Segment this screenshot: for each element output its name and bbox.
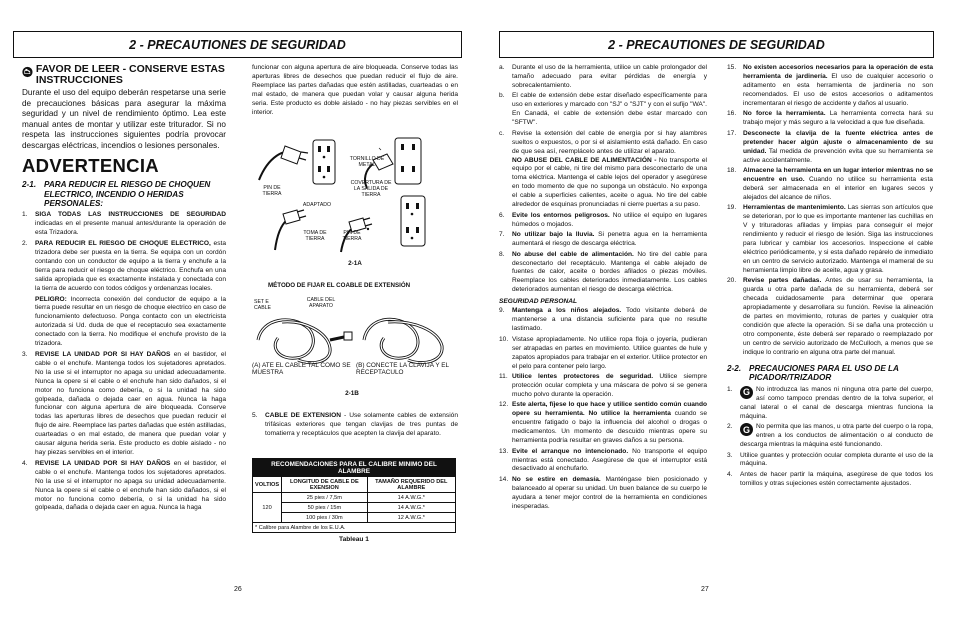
section-header: 2 - PRECAUTIONES DE SEGURIDAD (499, 31, 934, 58)
left-column-1 (22, 64, 226, 515)
list-item: 1. G No introduzca las manos ni ninguna otra parte del cuerpo, así como tampoco prendas dentro de la tolva superior, el canal lateral o el canal de descarga mientras funciona la máquina. (727, 385, 933, 420)
page-27 (479, 0, 954, 618)
label-toma-tierra: TOMA DE TIERRA (303, 230, 327, 242)
item-5-block (252, 412, 458, 440)
read-manual-icon (22, 64, 33, 80)
wire-gauge-table-wrap (252, 458, 456, 543)
figure-2-1a (255, 130, 455, 270)
page-26 (0, 0, 475, 618)
list-item: 1. SIGA TODAS LAS INSTRUCCIONES DE SEGURIDAD indicadas en el presente manual antes/durante la operación de esta Trizadora. (22, 211, 226, 237)
label-pin-tierra: PIN DE TIERRA (262, 185, 282, 197)
list-item: 17. Desconecte la clavija de la fuente eléctrica antes de pretender hacer algún ajuste o almacenamiento de su unidad. Tal medida de prevención evita que su herramienta se active accidentalmente. (727, 129, 933, 164)
left-column-2 (252, 64, 458, 119)
figure-title-2-1b: MÉTODO DE FIJAR EL COABLE DE EXTENSIÓN (268, 282, 411, 289)
glove-warning-icon: G (740, 386, 753, 399)
list-item: 4. REVISE LA UNIDAD POR SI HAY DAÑOS en el bastidor, el cable o el enchufe. Mantenga todos los sujetadores apretados. No la use si el interruptor no apaga su unidad adecuadamente. Nunca la opere si el cable o el enchufe han sido dañados, si el motor no funciona como debería, o si la unidad ha sido golpeada, dañada o dejada caer en agua. Nunca la haga (22, 459, 227, 512)
table-row: 50 pies / 15m 14 A.W.G.* (253, 503, 456, 513)
section-2-2-heading: 2-2. PRECAUCIONES PARA EL USO DE LA PICADOR/TRIZADOR (727, 364, 899, 383)
list-item: c. Revise la extensión del cable de energía por si hay alambres sueltos o expuestos, o por si el aislamiento está dañado. En caso de que sea así, reemplácelo antes de utilizar el aparato. NO ABUSE DEL CABLE DE ALIMENTACIÓN - No transporte el equipo por el cable, ni tire del mismo para desconectarlo de una toma eléctrica. Mantenga el cable lejos del operador y asegúrese en todo momento de que no suponga un obstáculo. No exponga el cable a superficies calientes, aceite o agua. No tire del cable alrededor de esquinas pronunciadas ni cierre puertas a su paso. (499, 129, 707, 209)
list-item: 5. CABLE DE EXTENSION - Use solamente cables de extensión trifásicas exteriores que tengan clavijas de tres puntas de tomatierra y receptáculos que acepten la clavija del aparato. (252, 412, 458, 437)
cord-knot-illustration (252, 310, 458, 370)
label-set-cable: SET E CABLE (254, 299, 272, 311)
list-item: 11. Utilice lentes protectores de seguridad. Utilice siempre protección ocular completa y una máscara de polvo si se genera mucho polvo durante la operación. (499, 372, 707, 398)
label-adaptado: ADAPTADO (302, 202, 332, 208)
seguridad-personal-label: SEGURIDAD PERSONAL (499, 298, 578, 306)
label-b-conecte: (B) CONECTE LA CLAVIJA Y EL RECEPTACULO (356, 362, 449, 377)
list-item: 16. No force la herramienta. La herramienta correcta hará su trabajo mejor y más seguro a la velocidad a que fue diseñada. (727, 110, 933, 127)
list-item: 3. REVISE LA UNIDAD POR SI HAY DAÑOS en el bastidor, el cable o el enchufe. Mantenga todos los sujetadores apretados. No la use si el interruptor no apaga su unidad adecuadamente. Nunca la opere si el cable o el enchufe han sido dañados, si el motor no funciona como debería, o si la unidad ha sido golpeada, dañada o dejada caer en agua. Nunca la haga funcionar con alguna apertura de aire bloqueada. Conserve todas las aperturas libres de desechos que puedan reducir el flujo de aire. Reemplace las partes dañadas que estén astilladas, cuarteadas o en mal estado, de manera que puedan volar y causar alguna herida seria. Este producto es doble aislado - no hay piezas servibles en el interior. (22, 350, 227, 457)
label-pin-tierra-2: PIN DE TIERRA (342, 230, 362, 242)
figure-2-1b (252, 282, 458, 402)
advertencia-title: ADVERTENCIA (22, 155, 159, 177)
right-column-2 (727, 64, 933, 490)
label-a-ate-cable: (A) ATE EL CABLE TAL COMO SE MUESTRA (252, 362, 351, 377)
figure-caption-2-1b: 2-1B (345, 390, 359, 397)
table-row: 120 25 pies / 7,5m 14 A.W.G.* (253, 493, 456, 503)
list-item: 12. Este alerta, fíjese lo que hace y utilice sentido común cuando opere su herramienta. No utilice la herramienta cuando se encuentre fatigado o bajo la influencia del alcohol o drogas o medicamentos. Un momento de descuido mientras opere su herramienta podría resultar en graves daños a su persona. (499, 401, 708, 445)
list-item: 15. No existen accesorios necesarios para la operación de esta herramienta de jardinería. El uso de cualquier accesorio o aditamento en esta herramienta de jardinería no son recomendados. El uso de estos accesorios o aditamentos incrementaran el riesgo de accidente y daños al usuario. (727, 64, 934, 107)
list-item: 10. Vistase apropiadamente. No utilice ropa floja o joyería, pudieran ser atrapadas en partes en movimiento. Utilice guantes de hule y zapatos apropiados para trabajar en el exterior. Utilice protector en el pelo para contener pelo largo. (499, 335, 707, 370)
section-2-1-heading: 2-1. PARA REDUCIR EL RIESGO DE CHOQUEN ELECTRICO, INCENDIO O HERIDAS PERSONALES: (22, 180, 211, 209)
list-item: 20. Revise partes dañadas. Antes de usar su herramienta, la guarda u otra parte dañada de su herramienta, deberá ser checada cuidadosamente para determinar que operara apropiadamente y desarrollara su función. Revise la alineación de partes en movimiento, roturas de partes y cualquier otra condición que afecte la operación. Si se daña una protección u otro componente, éste deberá ser reparado o reemplazado por un centro de servicio autorizado de McCulloch, a menos que se indique lo contrario en alguna otra parte del manual. (727, 277, 933, 357)
table-row: 100 pies / 30m 12 A.W.G.* (253, 513, 456, 523)
list-item: 9. Mantenga a los niños alejados. Todo visitante deberá de mantenerse a una distancia suficiente para que no resulte lastimado. (499, 307, 707, 333)
intro-paragraph: Durante el uso del equipo deberán respetarse una serie de precauciones básicas para asegurar la máxima seguridad y un nivel de rendimiento óptimo. Lea este manual antes de montar y utilizar este triturador. Si no respeta las instrucciones siguientes podría provocar descargas eléctricas, incendios o lesiones personales. (22, 88, 226, 150)
wire-gauge-table: RECOMENDACIONES PARA EL CALIBRE MINIMO DEL ALAMBRE VOLTIOS LONGITUD DE CABLE DE EXENSION TAMAÑO REQUERIDO DEL ALAMBRE 120 25 pies / 7,5m 14 A.W.G.* 50 pies / 15m 14 A.W.G.* 100 pies / 30m 12 A.W.G.* * Calibre para Alambre de los E.U.A. (252, 458, 456, 533)
label-cable-aparato: CABLE DEL APARATO (306, 297, 336, 309)
table-caption: Tableau 1 (339, 536, 369, 543)
label-tornillo: TORNILLO DE METAL (349, 156, 385, 168)
label-cobertura: COVERTURA DE LA SALIDA DE TIERRA (350, 180, 392, 198)
list-item: 8. No abuse del cable de alimentación. No tire del cable para desconectarlo del receptáculo. Mantenga el cable alejado de fuentes de calor, aceite o bordes afilados o piezas móviles. Reemplace los cables deteriorados inmediatamente. Los cables deteriorados aumentan el riesgo de descarga eléctrica. (499, 250, 707, 294)
list-item: 14. No se estire en demasía. Manténgase bien posicionado y balanceado al operar su unidad. Un buen balance de su cuerpo le ayudara a tener mejor control de la herramienta en condiciones inesperadas. (499, 475, 708, 510)
section-header: 2 - PRECAUTIONES DE SEGURIDAD (13, 31, 462, 58)
list-item: a. Durante el uso de la herramienta, utilice un cable prolongador del tamaño adecuado para evitar pérdidas de energía y sobrecalentamiento. (499, 64, 707, 89)
figure-caption-2-1a: 2-1A (348, 260, 362, 267)
read-warning-heading: FAVOR DE LEER - CONSERVE ESTAS INSTRUCCIONES (22, 64, 226, 86)
list-item: 2. PARA REDUCIR EL RIESGO DE CHOQUE ELECTRICO, esta trizadora debe ser puesta en la tierra. Se equipa con un cordón contando con un conductor de equipo a la tierra y enchufe a la tierra para reducir el riesgo de choque eléctrico. Enchufa en una salida apropiada que es exactamente instalada y conectada con la tierra de acuerdo con todos códigos y ordenanzas locales. PELIGRO: Incorrecta conexión del conductor de equipo a la tierra puede resultar en un riesgo de choque electrico en caso de funcionamiento defectuoso. Ponga contacto con un electricista autorizada si Ud. duda de que el receptaculo sea exactamente conectado con la tierra. No modifique el enchufe provisto de la trizadora. (22, 239, 227, 348)
continued-paragraph: funcionar con alguna apertura de aire bloqueada. Conserve todas las aperturas libres de desechos que puedan reducir el flujo de aire. Reemplace las partes dañadas que estén astilladas, cuarteadas o en mal estado, de manera que puedan volar y causar alguna herida seria. Este producto es doble aislado - no hay piezas servibles en el interior. (252, 64, 458, 116)
glove-warning-icon: G (740, 423, 753, 436)
page-number: 26 (234, 586, 242, 593)
right-column-1 (499, 64, 707, 513)
list-item: 7. No utilizar bajo la lluvia. Si penetra agua en la herramienta aumentará el riesgo de descarga eléctrica. (499, 231, 707, 248)
list-item: b. El cable de extensión debe estar diseñado específicamente para uso en exteriores y marcado con "SJ" o "SJT" y con el sufijo "WA". En Canadá, el cable de extensión debe estar marcado con "SFTW". (499, 92, 707, 127)
list-item: 18. Almacene la herramienta en un lugar interior mientras no se encuentre en uso. Cuando no utilice su herramienta esta deberá ser almacenada en el interior en lugares secos y alejados del alcance de niños. (727, 166, 933, 201)
list-item: 3. Utilice guantes y protección ocular completa durante el uso de la máquina. (727, 451, 933, 468)
page-number: 27 (701, 586, 709, 593)
list-item: 13. Evite el arranque no intencionado. No transporte el equipo mientras está conectado. Asegúrese de que el interruptor está desactivado al enchufarlo. (499, 447, 707, 473)
list-item: 19. Herramientas de mantenimiento. Las sierras son artículos que se deterioran, por lo que es importante mantener las cuchillas en V y trituradoras afiladas y limpias para conseguir el mejor rendimiento y reducir el riesgo de lesión. Siga las instrucciones para lubricar y cambiar los accesorios. Inspeccione el cable eléctrico periódicamente, y si esta dañado repárelo de inmediato en un centro de servicio autorizado. Mantenga el mameral de su herramienta limpio libre de aceite, agua y grasa. (727, 204, 933, 274)
list-item: 2. G No permita que las manos, u otra parte del cuerpo o la ropa, entren a los conductos de alimentación o al conducto de descarga mientras la máquina esté funcionando. (727, 423, 933, 449)
list-item: 6. Evite los entornos peligrosos. No utilice el equipo en lugares húmedos o mojados. (499, 211, 707, 228)
list-item: 4. Antes de hacer partir la máquina, asegúrese de que todos los tornillos y otras sujeciones estén correctamente ajustados. (727, 470, 933, 487)
